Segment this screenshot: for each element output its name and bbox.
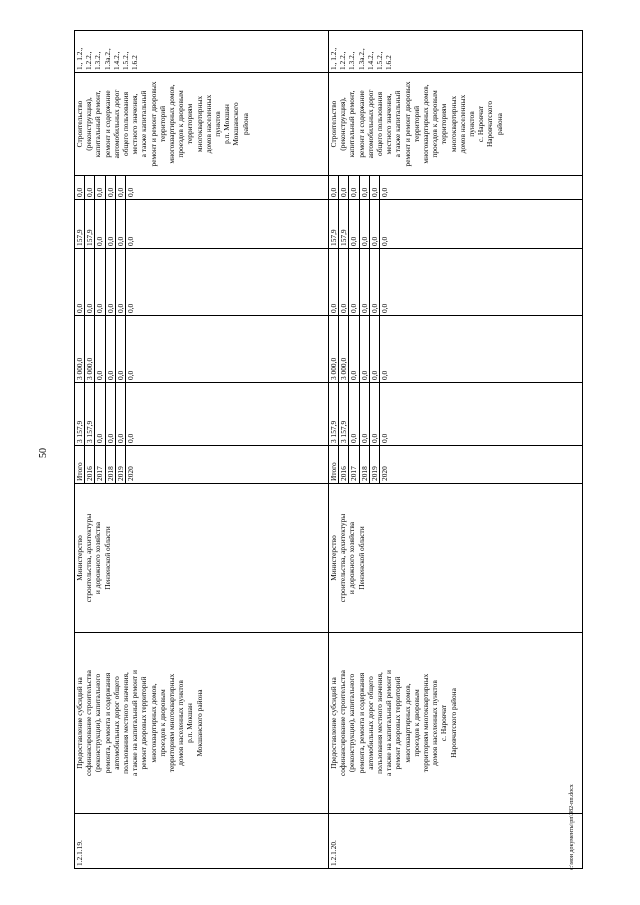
value-cell: 0,0	[379, 303, 389, 313]
text-line: ремонта, ремонта и содержания	[356, 672, 366, 774]
value-cell: 3 157,9	[75, 383, 85, 445]
value-cell: 0,0	[95, 383, 105, 445]
text-line: ремонт дворовых территорий	[393, 676, 403, 770]
value-cell: 0,0	[379, 236, 389, 246]
text-line: Пензенской области	[102, 526, 112, 590]
value-cell: Итого	[329, 446, 339, 483]
total-funding-column	[329, 383, 583, 446]
text-line: автомобильных дорог общего	[365, 676, 375, 770]
funding-column-b	[75, 249, 329, 316]
text-line: ремонт и содержание	[356, 90, 366, 158]
text-line: Министерство	[329, 535, 338, 581]
result-indicator	[329, 73, 583, 176]
text-line: автомобильных дорог	[365, 89, 375, 159]
text-line: ремонт и ремонт дворовых	[148, 81, 158, 167]
value-cell: 0,0	[379, 187, 389, 197]
text-line: пользования местного значения,	[121, 672, 131, 774]
responsible-organization	[75, 484, 329, 633]
value-cell: 2019	[116, 446, 126, 483]
text-line: 1.4.2.,	[365, 51, 375, 70]
text-line: 1.3.2.,	[93, 51, 103, 70]
text-line: многоквартирных	[448, 95, 458, 153]
text-line: (реконструкции), капитального	[93, 673, 103, 773]
value-cell: 157,9	[85, 200, 95, 248]
text-line: 1., 1.2.,	[75, 47, 84, 70]
value-cell: 2018	[360, 446, 370, 483]
funding-column-d	[75, 176, 329, 200]
text-line: 1.3а.2.,	[102, 48, 112, 70]
value-cell: 0,0	[95, 316, 105, 382]
value-cell: 0,0	[125, 433, 135, 443]
value-cell: 157,9	[329, 200, 339, 248]
value-cell: 2017	[349, 446, 359, 483]
measure-description	[75, 633, 329, 814]
text-line: 1.3а.2.,	[356, 48, 366, 70]
text-line: строительства, архитектуры	[338, 513, 348, 603]
value-cell: 3 000,0	[339, 316, 349, 382]
page-number: 50	[38, 448, 49, 458]
value-cell: 3 000,0	[329, 316, 339, 382]
value-cell: 0,0	[370, 249, 380, 315]
text-line: местного значения,	[130, 93, 140, 155]
program-measures-table	[74, 30, 583, 869]
funding-column-c	[75, 200, 329, 249]
value-cell: 0,0	[349, 383, 359, 445]
text-line: 1.2.2.,	[338, 51, 348, 70]
text-line: территориям	[439, 103, 449, 145]
text-line: (реконструкция),	[84, 97, 94, 151]
value-cell: 0,0	[360, 316, 370, 382]
value-cell: 0,0	[349, 316, 359, 382]
text-line: Наровчатского района	[448, 688, 458, 758]
value-cell: 3 000,0	[85, 316, 95, 382]
year-column	[329, 446, 583, 484]
text-line: проездов к дворовым	[411, 689, 421, 757]
text-line: ремонт дворовых территорий	[139, 676, 149, 770]
text-line: капитальный ремонт,	[347, 90, 357, 158]
text-line: общего пользования	[121, 92, 131, 156]
text-line: а также на капитальный ремонт и	[384, 670, 394, 776]
text-line: пользования местного значения,	[375, 672, 385, 774]
text-line: Предоставление субсидий на	[75, 677, 84, 769]
text-line: 1.4.2.,	[111, 51, 121, 70]
text-line: Предоставление субсидий на	[329, 677, 338, 769]
value-cell: 0,0	[370, 383, 380, 445]
text-line: местного значения,	[384, 93, 394, 155]
value-cell: 0,0	[106, 383, 116, 445]
value-cell: 2016	[339, 446, 349, 483]
value-cell: 0,0	[329, 176, 339, 199]
value-cell: 0,0	[360, 249, 370, 315]
value-cell: 3 157,9	[329, 383, 339, 445]
text-line: и дорожного хозяйства	[93, 521, 103, 595]
value-cell: 0,0	[85, 249, 95, 315]
funding-column-a	[329, 316, 583, 383]
text-line: 1.3.2.,	[347, 51, 357, 70]
text-line: капитальный ремонт,	[93, 90, 103, 158]
value-cell: Итого	[75, 446, 85, 483]
value-cell: 0,0	[379, 433, 389, 443]
value-cell: 0,0	[75, 176, 85, 199]
value-cell: 0,0	[360, 200, 370, 248]
value-cell: 3 157,9	[339, 383, 349, 445]
value-cell: 0,0	[95, 249, 105, 315]
value-cell: 0,0	[106, 200, 116, 248]
text-line: многоквартирных	[194, 95, 204, 153]
value-cell: 0,0	[106, 316, 116, 382]
funding-column-a	[75, 316, 329, 383]
linked-indicators	[75, 31, 329, 73]
value-cell: 0,0	[360, 176, 370, 199]
value-cell: 2020	[379, 466, 389, 481]
value-cell: 0,0	[360, 383, 370, 445]
text-line: многоквартирных домов,	[148, 683, 158, 763]
value-cell: 0,0	[125, 370, 135, 380]
text-line: (реконструкция),	[338, 97, 348, 151]
text-line: Строительство	[329, 100, 338, 148]
value-cell: 0,0	[116, 316, 126, 382]
text-line: а также капитальный	[393, 90, 403, 158]
value-cell: 2018	[106, 446, 116, 483]
value-cell: 0,0	[370, 176, 380, 199]
rotated-table-wrapper	[74, 31, 582, 869]
text-line: с. Наровчат	[439, 704, 449, 742]
text-line: пунктов	[467, 111, 477, 137]
text-line: Мокшанского района	[194, 689, 204, 757]
value-cell: 157,9	[339, 200, 349, 248]
linked-indicators	[329, 31, 583, 73]
result-indicator	[75, 73, 329, 176]
text-line: с. Наровчат	[476, 105, 486, 143]
value-cell: 0,0	[125, 236, 135, 246]
text-line: софинансирование строительства	[338, 670, 348, 776]
value-cell: 0,0	[116, 383, 126, 445]
text-line: домов населенных	[203, 94, 213, 154]
text-line: (реконструкции), капитального	[347, 673, 357, 773]
text-line: р.п. Мокшан	[222, 104, 232, 144]
text-line: района	[240, 113, 250, 135]
item-code: 1.2.1.20.	[329, 814, 583, 869]
value-cell: 0,0	[75, 249, 85, 315]
text-line: а также на капитальный ремонт и	[130, 670, 140, 776]
value-cell: 0,0	[370, 200, 380, 248]
text-line: района	[494, 113, 504, 135]
value-cell: 157,9	[75, 200, 85, 248]
value-cell: 0,0	[106, 249, 116, 315]
text-line: многоквартирных домов,	[167, 84, 177, 164]
text-line: ремонта, ремонта и содержания	[102, 672, 112, 774]
value-cell: 0,0	[95, 176, 105, 199]
text-line: автомобильных дорог	[111, 89, 121, 159]
text-line: 1.6.2	[130, 55, 140, 70]
text-line: софинансирование строительства	[84, 670, 94, 776]
text-line: 1.6.2	[384, 55, 394, 70]
text-line: ремонт и ремонт дворовых	[402, 81, 412, 167]
value-cell: 0,0	[379, 370, 389, 380]
value-cell: 2019	[370, 446, 380, 483]
funding-column-b	[329, 249, 583, 316]
value-cell: 0,0	[339, 249, 349, 315]
value-cell: 0,0	[349, 176, 359, 199]
value-cell: 0,0	[85, 176, 95, 199]
text-line: территорий	[157, 105, 167, 143]
text-line: р.п. Мокшан	[185, 703, 195, 743]
responsible-organization	[329, 484, 583, 633]
text-line: территориям	[185, 103, 195, 145]
text-line: проездов к дворовым	[176, 90, 186, 158]
table-body	[75, 31, 583, 869]
text-line: ремонт и содержание	[102, 90, 112, 158]
value-cell: 2017	[95, 446, 105, 483]
text-line: автомобильных дорог общего	[111, 676, 121, 770]
text-line: и дорожного хозяйства	[347, 521, 357, 595]
value-cell: 0,0	[125, 187, 135, 197]
text-line: 1.5.2.,	[375, 51, 385, 70]
text-line: Пензенской области	[356, 526, 366, 590]
text-line: проездов к дворовым	[430, 90, 440, 158]
text-line: пунктов	[213, 111, 223, 137]
text-line: домов населенных пунктов	[176, 680, 186, 766]
text-line: а также капитальный	[139, 90, 149, 158]
value-cell: 2020	[125, 466, 135, 481]
text-line: территориям многоквартирных	[167, 673, 177, 773]
table-row	[75, 31, 329, 869]
text-line: многоквартирных домов,	[421, 84, 431, 164]
value-cell: 0,0	[339, 176, 349, 199]
value-cell: 0,0	[95, 200, 105, 248]
table-row	[329, 31, 583, 869]
value-cell: 0,0	[116, 176, 126, 199]
text-line: проездов к дворовым	[157, 689, 167, 757]
text-line: Строительство	[75, 100, 84, 148]
text-line: Мокшанского	[231, 102, 241, 146]
text-line: домов населенных пунктов	[430, 680, 440, 766]
text-line: Министерство	[75, 535, 84, 581]
total-funding-column	[75, 383, 329, 446]
value-cell: 3 000,0	[75, 316, 85, 382]
value-cell: 0,0	[106, 176, 116, 199]
item-code: 1.2.1.19.	[75, 814, 329, 869]
value-cell: 0,0	[349, 249, 359, 315]
value-cell: 0,0	[349, 200, 359, 248]
value-cell: 0,0	[125, 303, 135, 313]
value-cell: 3 157,9	[85, 383, 95, 445]
funding-column-c	[329, 200, 583, 249]
text-line: 1.2.2.,	[84, 51, 94, 70]
text-line: территориям многоквартирных	[421, 673, 431, 773]
text-line: территорий	[411, 105, 421, 143]
text-line: многоквартирных домов,	[402, 683, 412, 763]
value-cell: 0,0	[116, 200, 126, 248]
value-cell: 0,0	[116, 249, 126, 315]
text-line: строительства, архитектуры	[84, 513, 94, 603]
funding-column-d	[329, 176, 583, 200]
measure-description	[329, 633, 583, 814]
text-line: общего пользования	[375, 92, 385, 156]
text-line: Наровчатского	[485, 100, 495, 148]
year-column	[75, 446, 329, 484]
text-line: 1.5.2.,	[121, 51, 131, 70]
footer-file-path-text: c:\мои документы\рп\382-пп.docx	[569, 784, 575, 870]
value-cell: 0,0	[370, 316, 380, 382]
value-cell: 0,0	[329, 249, 339, 315]
text-line: 1., 1.2.,	[329, 47, 338, 70]
text-line: домов населенных	[457, 94, 467, 154]
value-cell: 2016	[85, 446, 95, 483]
